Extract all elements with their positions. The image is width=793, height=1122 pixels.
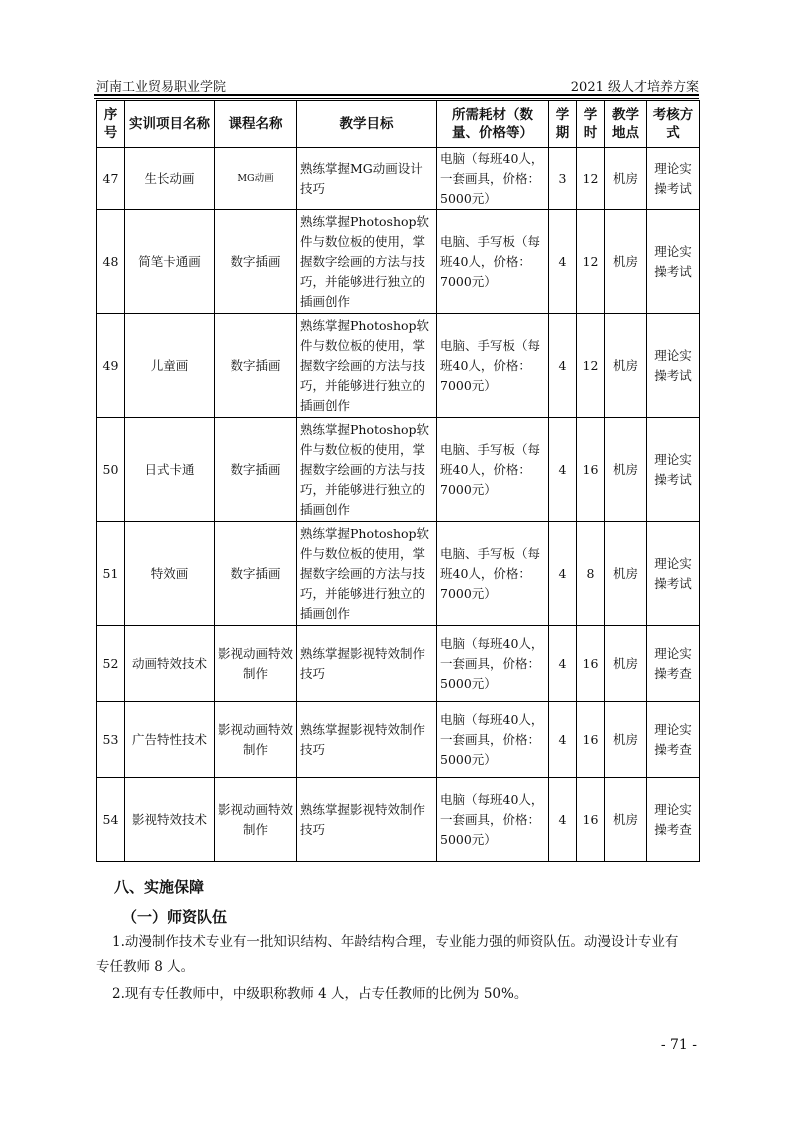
cell-course: 数字插画: [215, 314, 297, 418]
cell-project: 儿童画: [125, 314, 215, 418]
cell-goal: 熟练掌握Photoshop软件与数位板的使用，掌握数字绘画的方法与技巧，并能够进行独立的插画创作: [297, 418, 437, 522]
column-header-no: 序号: [97, 101, 125, 148]
cell-no: 47: [97, 148, 125, 210]
cell-goal: 熟练掌握影视特效制作技巧: [297, 702, 437, 778]
cell-course: 影视动画特效制作: [215, 702, 297, 778]
cell-course: 影视动画特效制作: [215, 626, 297, 702]
cell-exam: 理论实操考查: [647, 702, 700, 778]
header-rule-thin: [94, 98, 699, 99]
cell-place: 机房: [605, 210, 647, 314]
cell-term: 4: [549, 314, 577, 418]
table-row: [97, 522, 700, 626]
cell-course: 数字插画: [215, 210, 297, 314]
header-rule: [94, 94, 699, 96]
cell-course: 数字插画: [215, 418, 297, 522]
cell-goal: 熟练掌握Photoshop软件与数位板的使用，掌握数字绘画的方法与技巧，并能够进行独立的插画创作: [297, 314, 437, 418]
cell-hours: 12: [577, 148, 605, 210]
training-table: [96, 100, 700, 862]
cell-project: 简笔卡通画: [125, 210, 215, 314]
paragraph-1-line-1: 1.动漫制作技术专业有一批知识结构、年龄结构合理，专业能力强的师资队伍。动漫设计专业有: [112, 934, 679, 950]
cell-no: 50: [97, 418, 125, 522]
table-row: [97, 778, 700, 862]
cell-term: 4: [549, 418, 577, 522]
cell-term: 4: [549, 210, 577, 314]
cell-no: 49: [97, 314, 125, 418]
table-row: [97, 626, 700, 702]
cell-hours: 12: [577, 314, 605, 418]
cell-project: 影视特效技术: [125, 778, 215, 862]
cell-exam: 理论实操考查: [647, 778, 700, 862]
paragraph-1-line-2: 专任教师 8 人。: [96, 959, 195, 975]
column-header-project: 实训项目名称: [125, 101, 215, 148]
table-row: [97, 148, 700, 210]
cell-course: MG动画: [215, 148, 297, 210]
cell-material: 电脑（每班40人，一套画具，价格：5000元）: [437, 778, 549, 862]
cell-exam: 理论实操考试: [647, 148, 700, 210]
cell-project: 广告特性技术: [125, 702, 215, 778]
cell-place: 机房: [605, 626, 647, 702]
cell-place: 机房: [605, 418, 647, 522]
column-header-hours: 学时: [577, 101, 605, 148]
cell-no: 51: [97, 522, 125, 626]
cell-exam: 理论实操考试: [647, 418, 700, 522]
cell-no: 53: [97, 702, 125, 778]
cell-term: 3: [549, 148, 577, 210]
column-header-course: 课程名称: [215, 101, 297, 148]
table-row: [97, 702, 700, 778]
cell-term: 4: [549, 522, 577, 626]
table-header-row: [97, 101, 700, 148]
cell-material: 电脑（每班40人，一套画具，价格：5000元）: [437, 626, 549, 702]
cell-goal: 熟练掌握影视特效制作技巧: [297, 626, 437, 702]
table-row: [97, 210, 700, 314]
table-row: [97, 418, 700, 522]
cell-material: 电脑、手写板（每班40人，价格：7000元）: [437, 418, 549, 522]
section-heading: 八、实施保障: [114, 878, 205, 896]
column-header-goal: 教学目标: [297, 101, 437, 148]
header-plan: 2021 级人才培养方案: [570, 80, 699, 95]
cell-material: 电脑（每班40人，一套画具，价格：5000元）: [437, 702, 549, 778]
cell-exam: 理论实操考查: [647, 626, 700, 702]
cell-material: 电脑（每班40人，一套画具，价格：5000元）: [437, 148, 549, 210]
cell-hours: 16: [577, 702, 605, 778]
cell-material: 电脑、手写板（每班40人，价格：7000元）: [437, 522, 549, 626]
cell-goal: 熟练掌握MG动画设计技巧: [297, 148, 437, 210]
cell-project: 特效画: [125, 522, 215, 626]
cell-place: 机房: [605, 148, 647, 210]
cell-hours: 16: [577, 778, 605, 862]
cell-course: 影视动画特效制作: [215, 778, 297, 862]
cell-hours: 8: [577, 522, 605, 626]
cell-place: 机房: [605, 778, 647, 862]
paragraph-2: 2.现有专任教师中，中级职称教师 4 人，占专任教师的比例为 50%。: [112, 986, 528, 1002]
cell-hours: 12: [577, 210, 605, 314]
cell-project: 日式卡通: [125, 418, 215, 522]
cell-no: 54: [97, 778, 125, 862]
cell-term: 4: [549, 626, 577, 702]
column-header-term: 学期: [549, 101, 577, 148]
cell-exam: 理论实操考试: [647, 210, 700, 314]
cell-term: 4: [549, 702, 577, 778]
cell-no: 52: [97, 626, 125, 702]
page-number: - 71 -: [660, 1037, 697, 1053]
column-header-material: 所需耗材（数量、价格等）: [437, 101, 549, 148]
cell-exam: 理论实操考试: [647, 522, 700, 626]
cell-goal: 熟练掌握Photoshop软件与数位板的使用，掌握数字绘画的方法与技巧，并能够进行独立的插画创作: [297, 210, 437, 314]
cell-exam: 理论实操考试: [647, 314, 700, 418]
subsection-heading: （一）师资队伍: [122, 908, 228, 926]
cell-place: 机房: [605, 314, 647, 418]
cell-no: 48: [97, 210, 125, 314]
cell-place: 机房: [605, 702, 647, 778]
cell-goal: 熟练掌握影视特效制作技巧: [297, 778, 437, 862]
cell-place: 机房: [605, 522, 647, 626]
header-school: 河南工业贸易职业学院: [96, 80, 227, 95]
cell-project: 生长动画: [125, 148, 215, 210]
column-header-place: 教学地点: [605, 101, 647, 148]
cell-hours: 16: [577, 418, 605, 522]
cell-goal: 熟练掌握Photoshop软件与数位板的使用，掌握数字绘画的方法与技巧，并能够进行独立的插画创作: [297, 522, 437, 626]
cell-project: 动画特效技术: [125, 626, 215, 702]
cell-hours: 16: [577, 626, 605, 702]
table-row: [97, 314, 700, 418]
cell-term: 4: [549, 778, 577, 862]
cell-material: 电脑、手写板（每班40人，价格：7000元）: [437, 314, 549, 418]
cell-course: 数字插画: [215, 522, 297, 626]
column-header-exam: 考核方式: [647, 101, 700, 148]
cell-material: 电脑、手写板（每班40人，价格：7000元）: [437, 210, 549, 314]
